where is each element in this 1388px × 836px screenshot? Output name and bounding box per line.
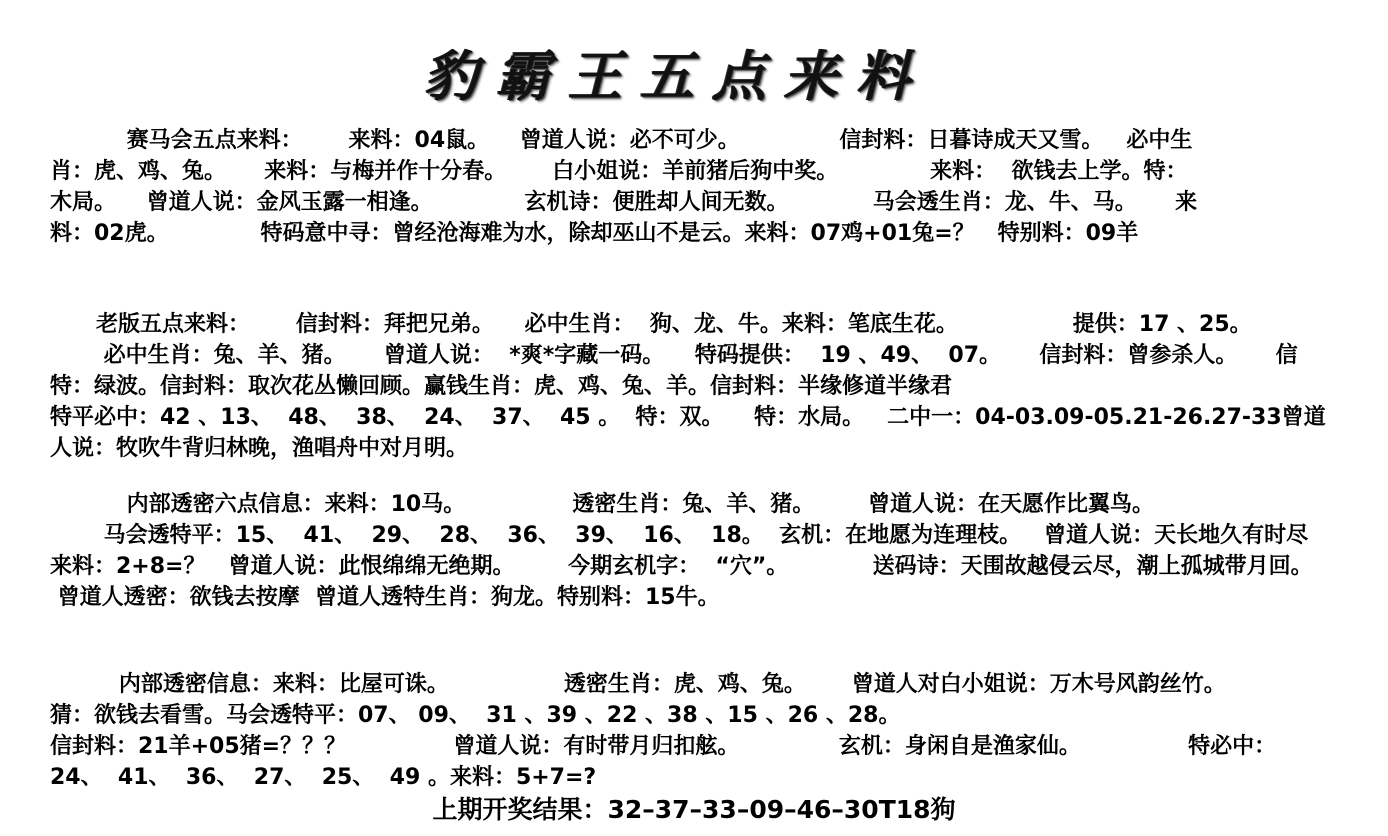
- section1-line-2: 肖：虎、鸡、兔。 来料：与梅并作十分春。 白小姐说：羊前猪后狗中奖。 来料： 欲钱去上学。特：: [50, 159, 1188, 184]
- section1-line-3: 木局。 曾道人说：金风玉露一相逢。 玄机诗：便胜却人间无数。 马会透生肖：龙、牛、马。 来: [50, 190, 1198, 215]
- section3-line-4: 曾道人透密：欲钱去按摩 曾道人透特生肖：狗龙。特别料：15牛。: [50, 585, 720, 610]
- section2-line-5: 人说：牧吹牛背归林晚，渔唱舟中对月明。: [50, 436, 469, 461]
- section2-line-4: 特平必中：42 、13、 48、 38、 24、 37、 45 。 特：双。 特：水局。 二中一：04-03.09-05.21-26.27-33曾道: [50, 405, 1326, 430]
- section4-line-1: 内部透密信息：来料：比屋可诛。 透密生肖：虎、鸡、兔。 曾道人对白小姐说：万木号风韵丝竹。: [50, 672, 1226, 697]
- section3-line-1: 内部透密六点信息：来料：10马。 透密生肖：兔、羊、猪。 曾道人说：在天愿作比翼鸟。: [50, 492, 1155, 517]
- section2-line-1: 老版五点来料： 信封料：拜把兄弟。 必中生肖： 狗、龙、牛。来料：笔底生花。 提供：17 、25。: [50, 312, 1252, 337]
- section4-line-3: 信封料：21羊+05猪=？？？ 曾道人说：有时带月归扣舷。 玄机：身闲自是渔家仙。 特必中：: [50, 734, 1277, 759]
- section3-line-2: 马会透特平：15、 41、 29、 28、 36、 39、 16、 18。 玄机：在地愿为连理枝。 曾道人说：天长地久有时尽: [50, 523, 1309, 548]
- section1-line-4: 料：02虎。 特码意中寻：曾经沧海难为水，除却巫山不是云。来料：07鸡+01兔=？ 特别料：09羊: [50, 221, 1139, 246]
- page-title: 豹霸王五点来料: [424, 44, 928, 108]
- section2-line-2: 必中生肖：兔、羊、猪。 曾道人说： *爽*字藏一码。 特码提供： 19 、49、 07。 信封料：曾参杀人。 信: [50, 343, 1298, 368]
- section4-line-4: 24、 41、 36、 27、 25、 49 。来料：5+7=?: [50, 765, 597, 790]
- section3-line-3: 来料：2+8=？ 曾道人说：此恨绵绵无绝期。 今期玄机字： “穴”。 送码诗：天围故越侵云尽，潮上孤城带月回。: [50, 554, 1313, 579]
- last-draw-result: 上期开奖结果：32–37–33–09–46–30T18狗: [432, 795, 956, 824]
- section4-line-2: 猜：欲钱去看雪。马会透特平：07、 09、 31 、39 、22 、38 、15 、26 、28。: [50, 703, 901, 728]
- section1-line-1: 赛马会五点来料： 来料：04鼠。 曾道人说：必不可少。 信封料：日暮诗成天又雪。 必中生: [50, 128, 1193, 153]
- section2-line-3: 特：绿波。信封料：取次花丛懒回顾。赢钱生肖：虎、鸡、兔、羊。信封料：半缘修道半缘君: [50, 374, 953, 399]
